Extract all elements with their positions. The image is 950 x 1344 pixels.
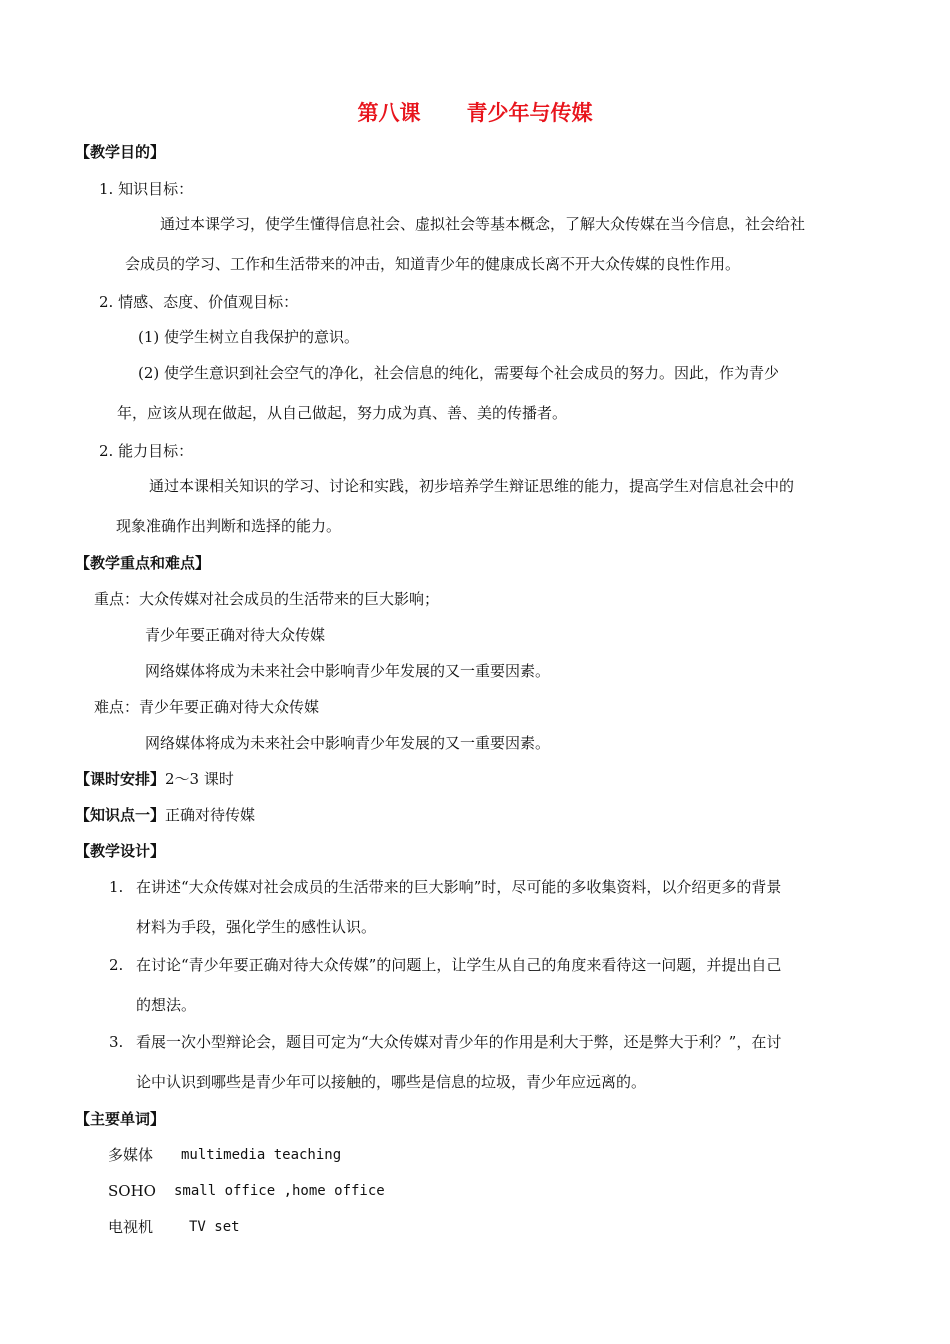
- vocab-cn: 电视机: [108, 1218, 154, 1236]
- focus-line-3: 网络媒体将成为未来社会中影响青少年发展的又一重要因素。: [145, 662, 551, 680]
- emotion-objective-item-2-line-2: 年，应该从现在做起，从自己做起，努力成为真、善、美的传播者。: [117, 404, 568, 422]
- vocab-cn: SOHO: [108, 1182, 156, 1200]
- focus-line-2: 青少年要正确对待大众传媒: [145, 626, 326, 644]
- knowledge-point-value: 正确对待传媒: [165, 806, 256, 824]
- focus-line-1: 重点：大众传媒对社会成员的生活带来的巨大影响；: [94, 590, 440, 608]
- knowledge-objective-text-1: 通过本课学习，使学生懂得信息社会、虚拟社会等基本概念，了解大众传媒在当今信息，社会给社: [160, 215, 806, 233]
- knowledge-point-row: [75, 805, 255, 825]
- emotion-objective-item-1: (1) 使学生树立自我保护的意识。: [138, 328, 360, 346]
- lesson-number: 第八课: [357, 101, 421, 125]
- lesson-topic: 青少年与传媒: [466, 101, 593, 125]
- design-item-number: 3.: [109, 1033, 124, 1051]
- emotion-objective-label: 2. 情感、态度、价值观目标：: [99, 293, 299, 311]
- design-item-number: 2.: [109, 956, 124, 974]
- design-item-number: 1.: [109, 878, 124, 896]
- vocab-en: TV set: [189, 1219, 240, 1235]
- emotion-objective-item-2-line-1: (2) 使学生意识到社会空气的净化，社会信息的纯化，需要每个社会成员的努力。因此，作为青少: [138, 364, 780, 382]
- key-points-heading: 【教学重点和难点】: [75, 554, 211, 572]
- ability-objective-text-1: 通过本课相关知识的学习、讨论和实践，初步培养学生辩证思维的能力，提高学生对信息社会中的: [149, 477, 795, 495]
- knowledge-objective-text-2: 会成员的学习、工作和生活带来的冲击，知道青少年的健康成长离不开大众传媒的良性作用。: [125, 255, 741, 273]
- difficulty-line-1: 难点：青少年要正确对待大众传媒: [94, 698, 320, 716]
- design-item-3-line-2: 论中认识到哪些是青少年可以接触的，哪些是信息的垃圾，青少年应远离的。: [136, 1073, 647, 1091]
- ability-objective-text-2: 现象准确作出判断和选择的能力。: [116, 517, 342, 535]
- design-item-1-line-2: 材料为手段，强化学生的感性认识。: [136, 918, 377, 936]
- schedule-value: 2～3 课时: [165, 770, 234, 788]
- design-item-2-line-2: 的想法。: [136, 996, 197, 1014]
- design-item-3-line-1: 看展一次小型辩论会，题目可定为“大众传媒对青少年的作用是利大于弊，还是弊大于利？”，在讨: [136, 1033, 782, 1051]
- vocabulary-heading: 【主要单词】: [75, 1110, 166, 1128]
- design-heading: 【教学设计】: [75, 842, 166, 860]
- vocab-en: multimedia teaching: [181, 1147, 342, 1163]
- page-title: [0, 100, 950, 126]
- design-item-2-line-1: 在讨论“青少年要正确对待大众传媒”的问题上，让学生从自己的角度来看待这一问题，并提出自己: [136, 956, 782, 974]
- ability-objective-label: 2. 能力目标：: [99, 442, 194, 460]
- vocab-en: small office ,home office: [174, 1183, 385, 1199]
- schedule-row: [75, 769, 234, 789]
- vocab-cn: 多媒体: [108, 1146, 154, 1164]
- knowledge-objective-label: 1. 知识目标：: [99, 180, 194, 198]
- schedule-heading: 【课时安排】: [75, 770, 166, 788]
- design-item-1-line-1: 在讲述“大众传媒对社会成员的生活带来的巨大影响”时，尽可能的多收集资料，以介绍更多的背景: [136, 878, 782, 896]
- difficulty-line-2: 网络媒体将成为未来社会中影响青少年发展的又一重要因素。: [145, 734, 551, 752]
- objectives-heading: 【教学目的】: [75, 143, 166, 161]
- knowledge-point-heading: 【知识点一】: [75, 806, 166, 824]
